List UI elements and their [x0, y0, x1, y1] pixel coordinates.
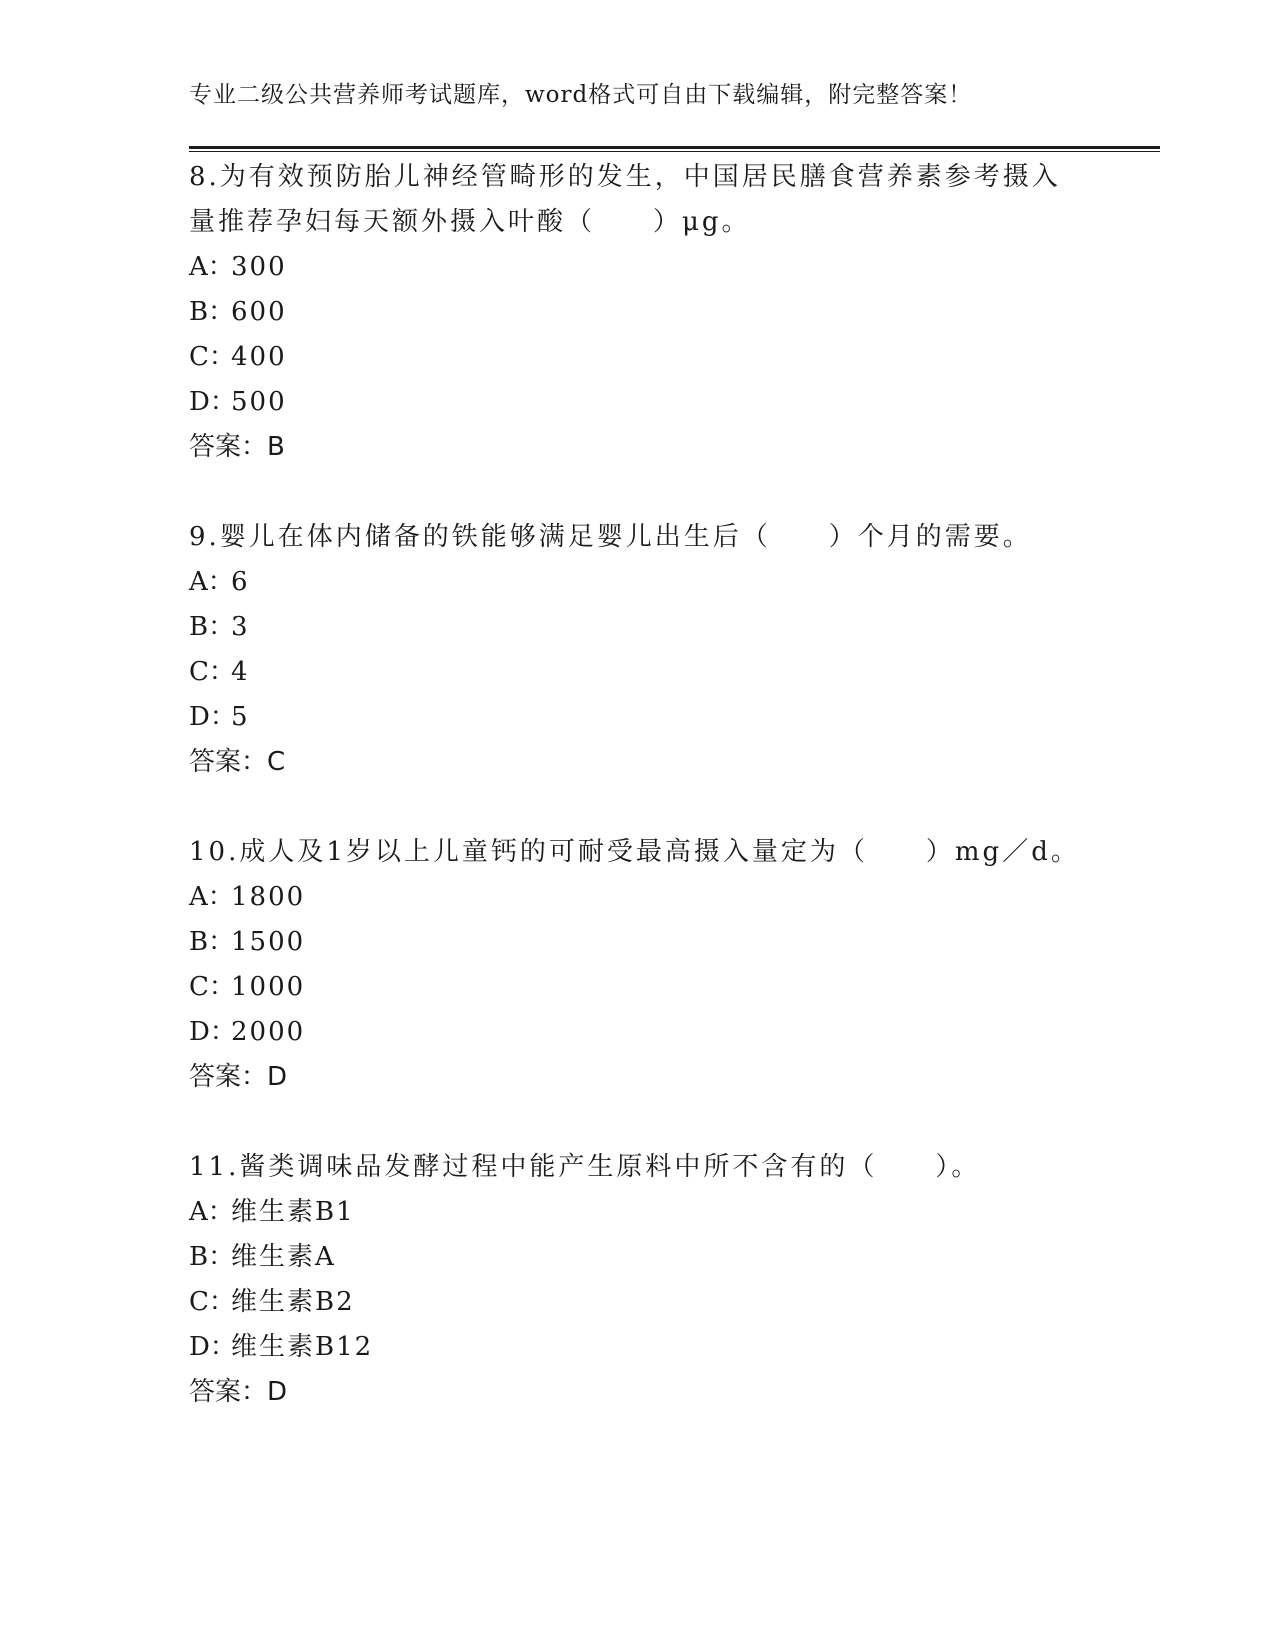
question-8-line-1: 8.为有效预防胎儿神经管畸形的发生，中国居民膳食营养素参考摄入: [189, 162, 1061, 192]
question-10-answer: 答案：D: [189, 1062, 288, 1092]
question-11-answer: 答案：D: [189, 1377, 288, 1407]
question-9-answer: 答案：C: [189, 747, 286, 777]
question-11-option-a: A：维生素B1: [189, 1197, 355, 1227]
question-11-option-c: C：维生素B2: [189, 1287, 355, 1317]
question-9-option-c: C：4: [189, 657, 250, 687]
page-header: 专业二级公共营养师考试题库，word格式可自由下载编辑，附完整答案！: [189, 82, 973, 108]
question-11-option-b: B：维生素A: [189, 1242, 336, 1272]
question-8-option-a: A：300: [189, 252, 287, 282]
question-9-option-d: D：5: [189, 702, 250, 732]
question-11-option-d: D：维生素B12: [189, 1332, 374, 1362]
header-rule-thin: [189, 151, 1160, 152]
question-9-option-b: B：3: [189, 612, 250, 642]
question-8-option-b: B：600: [189, 297, 287, 327]
question-10-option-a: A：1800: [189, 882, 306, 912]
question-8-option-d: D：500: [189, 387, 287, 417]
header-rule-thick: [189, 146, 1160, 149]
question-11-line-1: 11.酱类调味品发酵过程中能产生原料中所不含有的（ ）。: [189, 1152, 981, 1182]
question-10-option-b: B：1500: [189, 927, 306, 957]
question-10-line-1: 10.成人及1岁以上儿童钙的可耐受最高摄入量定为（ ）mg／d。: [189, 837, 1080, 867]
question-9-line-1: 9.婴儿在体内储备的铁能够满足婴儿出生后（ ）个月的需要。: [189, 522, 1032, 552]
question-8-option-c: C：400: [189, 342, 287, 372]
question-8-answer: 答案：B: [189, 432, 285, 462]
question-10-option-d: D：2000: [189, 1017, 306, 1047]
question-9-option-a: A：6: [189, 567, 250, 597]
question-8-line-2: 量推荐孕妇每天额外摄入叶酸（ ）μg。: [189, 207, 751, 237]
question-10-option-c: C：1000: [189, 972, 306, 1002]
